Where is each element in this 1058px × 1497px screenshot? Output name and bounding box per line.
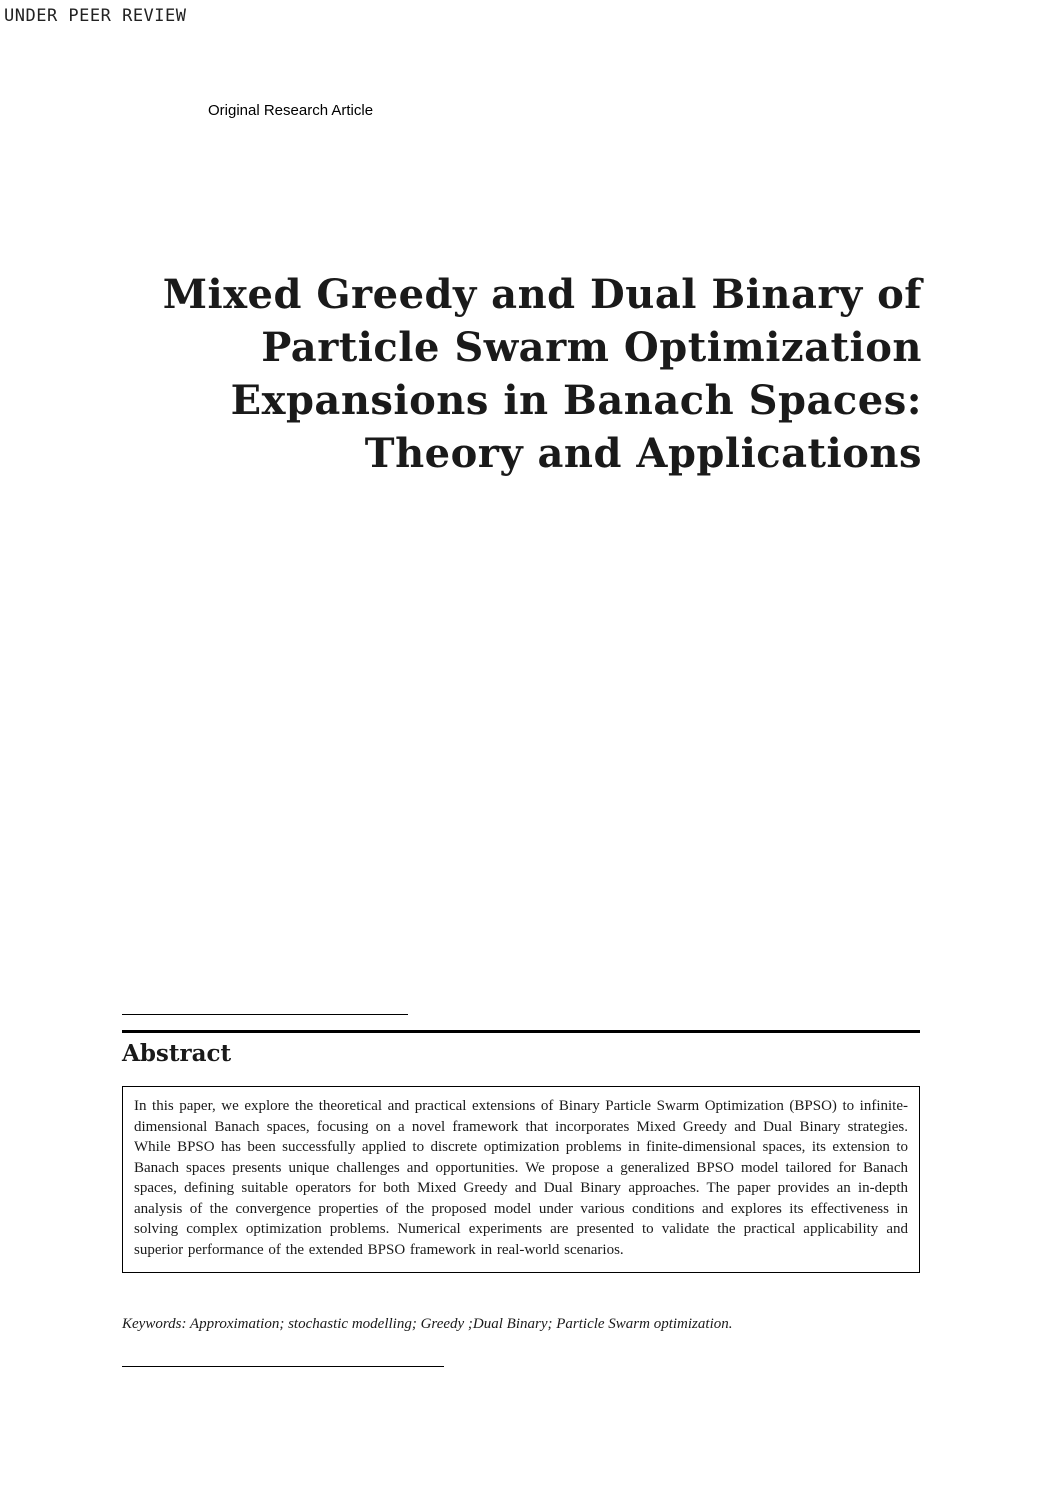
abstract-text: In this paper, we explore the theoretical and practical extensions of Binary Particle Swarm Optimization (BPSO) to infinite-dimensional Banach spaces, focusing on a novel framework that incorporates Mixed Greedy and Dual Binary strategies. While BPSO has been successfully applied to discrete optimization problems in finite-dimensional spaces, its extension to Banach spaces presents unique challenges and opportunities. We propose a generalized BPSO model tailored for Banach spaces, defining suitable operators for both Mixed Greedy and Dual Binary approaches. The paper provides an in-depth analysis of the convergence properties of the proposed model under various conditions and explores its effectiveness in solving complex optimization problems. Numerical experiments are presented to validate the practical applicability and superior performance of the extended BPSO framework in real-world scenarios. [134, 1098, 908, 1258]
peer-review-status: UNDER PEER REVIEW [4, 6, 187, 26]
footnote-rule-top [122, 1014, 408, 1015]
paper-title-line-1: Mixed Greedy and Dual Binary of [162, 271, 922, 318]
paper-title-line-4: Theory and Applications [364, 430, 922, 477]
article-type-label: Original Research Article [208, 102, 374, 119]
abstract-separator-rule [122, 1030, 920, 1033]
paper-title [120, 268, 922, 480]
abstract-box [122, 1086, 920, 1273]
paper-title-line-2: Particle Swarm Optimization [261, 324, 922, 371]
abstract-heading: Abstract [122, 1040, 232, 1067]
paper-title-line-3: Expansions in Banach Spaces: [230, 377, 922, 424]
footnote-rule-bottom [122, 1366, 444, 1367]
keywords-line: Keywords: Approximation; stochastic modelling; Greedy ;Dual Binary; Particle Swarm optimization. [122, 1316, 733, 1332]
